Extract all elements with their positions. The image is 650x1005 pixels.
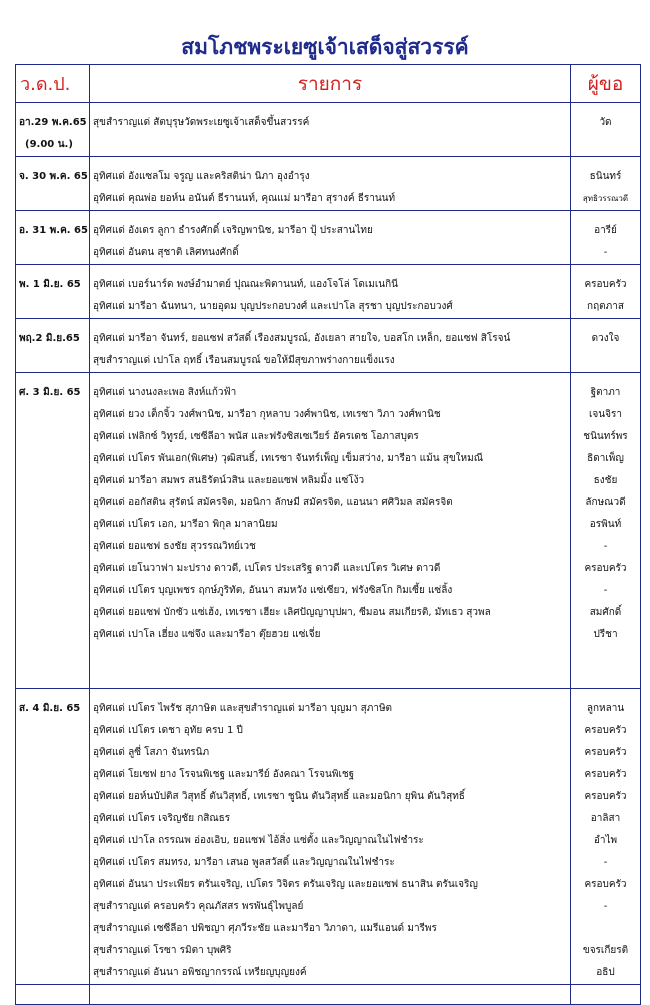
requester-name: ครอบครัว <box>584 279 627 290</box>
requester-name: ครอบครัว <box>584 879 627 890</box>
date-line: พฤ.2 มิ.ย.65 <box>19 333 80 344</box>
requester-name: - <box>603 541 608 552</box>
list-item: อุทิศแด่ เฟลิกซ์ วิทูรย์, เซซีลีอา พนัส และฟรังซิสเซเวียร์ อัครเดช โอภาสบุตร <box>93 431 419 442</box>
requester-name: วัด <box>599 117 612 128</box>
list-item: อุทิศแด่ ยวง เต็กจิ้ว วงศ์พานิช, มารีอา กุหลาบ วงศ์พานิช, เทเรซา วิภา วงศ์พานิช <box>93 409 441 420</box>
list-item: สุขสำราญแด่ อันนา อพิชญากรรณ์ เหรียญบุญยงค์ <box>93 967 307 978</box>
row-date <box>16 373 90 689</box>
row-items <box>90 689 571 985</box>
list-item: อุทิศแด่ คุณพ่อ ยอห์น อนันต์ ธีรานนท์, คุณแม่ มารีอา สุรางค์ ธีรานนท์ <box>93 193 396 204</box>
requester-name: กฤตภาส <box>587 301 624 312</box>
row-items <box>90 103 571 157</box>
requester-name: ขจรเกียรติ <box>582 945 629 956</box>
list-item: อุทิศแด่ เปโตร เดชา อุทัย ครบ 1 ปี <box>93 725 243 736</box>
table-row <box>16 211 641 265</box>
row-date <box>16 211 90 265</box>
requester-name: อรพินท์ <box>589 519 622 530</box>
row-requesters <box>571 157 641 211</box>
row-requesters <box>571 265 641 319</box>
list-item: อุทิศแด่ เปโตร สมทรง, มารีอา เสนอ พูลสวัสดิ์ และวิญญาณในไฟชำระ <box>93 857 395 868</box>
list-item: อุทิศแด่ อังเดร ลูกา ธำรงศักดิ์ เจริญพานิช, มารีอา ปุ้ ประสานไทย <box>93 225 373 236</box>
date-line: อ. 31 พ.ค. 65 <box>19 225 88 236</box>
date-line: พ. 1 มิ.ย. 65 <box>19 279 81 290</box>
empty-cell <box>90 985 571 1005</box>
row-requesters <box>571 689 641 985</box>
list-item: อุทิศแด่ มารีอา จันทร์, ยอแซฟ สวัสดิ์ เรืองสมบูรณ์, อังเยลา สายใจ, บอสโก เหล็ก, ยอแซฟ สิโรจน์ <box>93 333 511 344</box>
requester-name: ดวงใจ <box>591 333 620 344</box>
requester-name: ครอบครัว <box>584 769 627 780</box>
requester-name: - <box>603 247 608 258</box>
list-item: อุทิศแด่ เยโนวาฟา มะปราง ดาวดี, เปโตร ประเสริฐ ดาวดี และเปโตร วิเศษ ดาวดี <box>93 563 441 574</box>
requester-name: สมศักดิ์ <box>589 607 622 618</box>
list-item: อุทิศแด่ ยอแซฟ ธงชัย สุวรรณวิทย์เวช <box>93 541 256 552</box>
table-row <box>16 373 641 689</box>
list-item: สุขสำราญแด่ สัตบุรุษวัดพระเยซูเจ้าเสด็จขึ้นสวรรค์ <box>93 117 310 128</box>
schedule-table <box>15 64 641 1005</box>
empty-cell <box>571 985 641 1005</box>
date-line: ศ. 3 มิ.ย. 65 <box>19 387 81 398</box>
row-date <box>16 265 90 319</box>
requester-name: ธงชัย <box>593 475 618 486</box>
row-requesters <box>571 211 641 265</box>
date-line: (9.00 น.) <box>25 139 73 150</box>
list-item: อุทิศแด่ โยเซฟ ยาง โรจนพิเชฐ และมารีย์ อังคณา โรจนพิเชฐ <box>93 769 355 780</box>
list-item: อุทิศแด่ เบอร์นาร์ด พงษ์อำมาตย์ ปุณณะพิตานนท์, แองโจโล่ โดเมเนกินี <box>93 279 398 290</box>
requester-name: ครอบครัว <box>584 563 627 574</box>
row-items <box>90 211 571 265</box>
list-item: อุทิศแด่ ลูซี่ โสภา จันทรนิภ <box>93 747 210 758</box>
requester-name: อธิป <box>596 967 615 978</box>
header-requester: ผู้ขอ <box>571 65 641 103</box>
table-row <box>16 103 641 157</box>
requester-name: ชนินทร์พร <box>583 431 628 442</box>
list-item: อุทิศแด่ นางนงละเพอ สิงห์แก้วฟ้า <box>93 387 237 398</box>
list-item: อุทิศแด่ เปโตร ไพรัช สุภาษิต และสุขสำราญแด่ มารีอา บุญมา สุภาษิต <box>93 703 393 714</box>
date-line: ส. 4 มิ.ย. 65 <box>19 703 81 714</box>
list-item: อุทิศแด่ อันตน สุชาติ เลิศทนงศักดิ์ <box>93 247 239 258</box>
row-date <box>16 319 90 373</box>
row-requesters <box>571 319 641 373</box>
list-item: สุขสำราญแด่ เปาโล ฤทธิ์ เรือนสมบูรณ์ ขอให้มีสุขภาพร่างกายแข็งแรง <box>93 355 395 366</box>
requester-name: เจนจิรา <box>589 409 622 420</box>
requester-name: ลูกหลาน <box>586 703 625 714</box>
date-line: อา.29 พ.ค.65 <box>19 117 87 128</box>
requester-name: - <box>603 857 608 868</box>
requester-name: ครอบครัว <box>584 725 627 736</box>
requester-name: สุทธิวรรณวดี <box>582 194 629 203</box>
requester-name: ลักษณวดี <box>585 497 626 508</box>
list-item: อุทิศแด่ เปโตร บุญเพชร ฤกษ์ภูริทัต, อันนา สมหวัง แซ่เซียว, ฟรังซิสโก กิมเซี้ย แซ่ลิ้ง <box>93 585 453 596</box>
list-item: อุทิศแด่ มารีอา สมพร สนธิรัตน์วสิน และยอแซฟ หลิมมิ้ง แซ่โง้ว <box>93 475 365 486</box>
date-line: จ. 30 พ.ค. 65 <box>19 171 88 182</box>
row-date <box>16 157 90 211</box>
empty-cell <box>16 985 90 1005</box>
requester-name: ปรีชา <box>593 629 618 640</box>
list-item: สุขสำราญแด่ โรซา รมิตา บุพศิริ <box>93 945 232 956</box>
list-item: อุทิศแด่ เปโตร เจริญชัย กสิณธร <box>93 813 231 824</box>
list-item: อุทิศแด่ ยอแซฟ บักซัว แซ่เฮ้ง, เทเรซา เฮียะ เลิศปัญญาบุปผา, ซีมอน สมเกียรติ, มัทเธว สุวพล <box>93 607 491 618</box>
list-item: อุทิศแด่ เปโตร เอก, มารีอา พิกุล มาลานิยม <box>93 519 278 530</box>
requester-name <box>571 918 640 940</box>
row-date <box>16 103 90 157</box>
row-requesters <box>571 103 641 157</box>
requester-name: ธนินทร์ <box>589 171 622 182</box>
requester-name: อาลิสา <box>590 813 621 824</box>
header-date: ว.ด.ป. <box>16 65 90 103</box>
row-requesters <box>571 373 641 689</box>
list-item: อุทิศแด่ มารีอา ฉันทนา, นายอุดม บุญประกอบวงศ์ และเปาโล สุรชา บุญประกอบวงศ์ <box>93 301 453 312</box>
table-row <box>16 157 641 211</box>
requester-name: ฐิตาภา <box>590 387 621 398</box>
requester-name: ครอบครัว <box>584 747 627 758</box>
requester-name: - <box>603 901 608 912</box>
header-items: รายการ <box>90 65 571 103</box>
requester-name: อำไพ <box>593 835 618 846</box>
row-items <box>90 319 571 373</box>
header-row <box>16 65 641 103</box>
row-date <box>16 689 90 985</box>
row-items <box>90 265 571 319</box>
list-item: สุขสำราญแด่ ครอบครัว คุณภัสสร พรพันธุ์ไพบูลย์ <box>93 901 304 912</box>
row-items <box>90 157 571 211</box>
list-item: อุทิศแด่ อังแซลโม จรูญ และคริสติน่า นิภา อุงอำรุง <box>93 171 310 182</box>
list-item: อุทิศแด่ เปาโล เฮี่ยง แซ่จึง และมารีอา ตุ๊ยฮวย แซ่เจี่ย <box>93 629 321 640</box>
requester-name: ครอบครัว <box>584 791 627 802</box>
requester-name: ธิดาเพ็ญ <box>587 453 624 464</box>
row-items <box>90 373 571 689</box>
page-title: สมโภชพระเยซูเจ้าเสด็จสู่สวรรค์ <box>181 35 469 59</box>
requester-name: อารีย์ <box>594 225 617 236</box>
list-item: อุทิศแด่ อันนา ประเพียร ตรันเจริญ, เปโตร วิจิตร ตรันเจริญ และยอแซฟ ธนาสิน ตรันเจริญ <box>93 879 478 890</box>
list-item: อุทิศแด่ เปโตร พันเอก(พิเศษ) วุฒิสนธิ์, เทเรซา จันทร์เพ็ญ เข็มสว่าง, มารีอา แม้น สุขใหมณี <box>93 453 484 464</box>
list-item: อุทิศแด่ ออกัสติน สุรัตน์ สมัครจิต, มอนิกา ลักษมี สมัครจิต, แอนนา ศศิวิมล สมัครจิต <box>93 497 453 508</box>
requester-name: - <box>603 585 608 596</box>
list-item: อุทิศแด่ ยอห์นบัปติส วิสุทธิ์ ตันวิสุทธิ์, เทเรซา ชูนิน ตันวิสุทธิ์ และมอนิกา ยุพิน ตันวิสุทธิ์ <box>93 791 465 802</box>
list-item: อุทิศแด่ เปาโล ถรรณพ อ่องเอิบ, ยอแซฟ ไอ้สิ่ง แซ่ตั้ง และวิญญาณในไฟชำระ <box>93 835 424 846</box>
table-row <box>16 319 641 373</box>
table-row <box>16 265 641 319</box>
list-item: สุขสำราญแด่ เซซีลีอา ปพิชญา ศุภวีระชัย และมารีอา วิภาดา, แมรีแอนด์ มารีพร <box>93 923 437 934</box>
table-row <box>16 689 641 985</box>
table-row-continued <box>16 985 641 1005</box>
